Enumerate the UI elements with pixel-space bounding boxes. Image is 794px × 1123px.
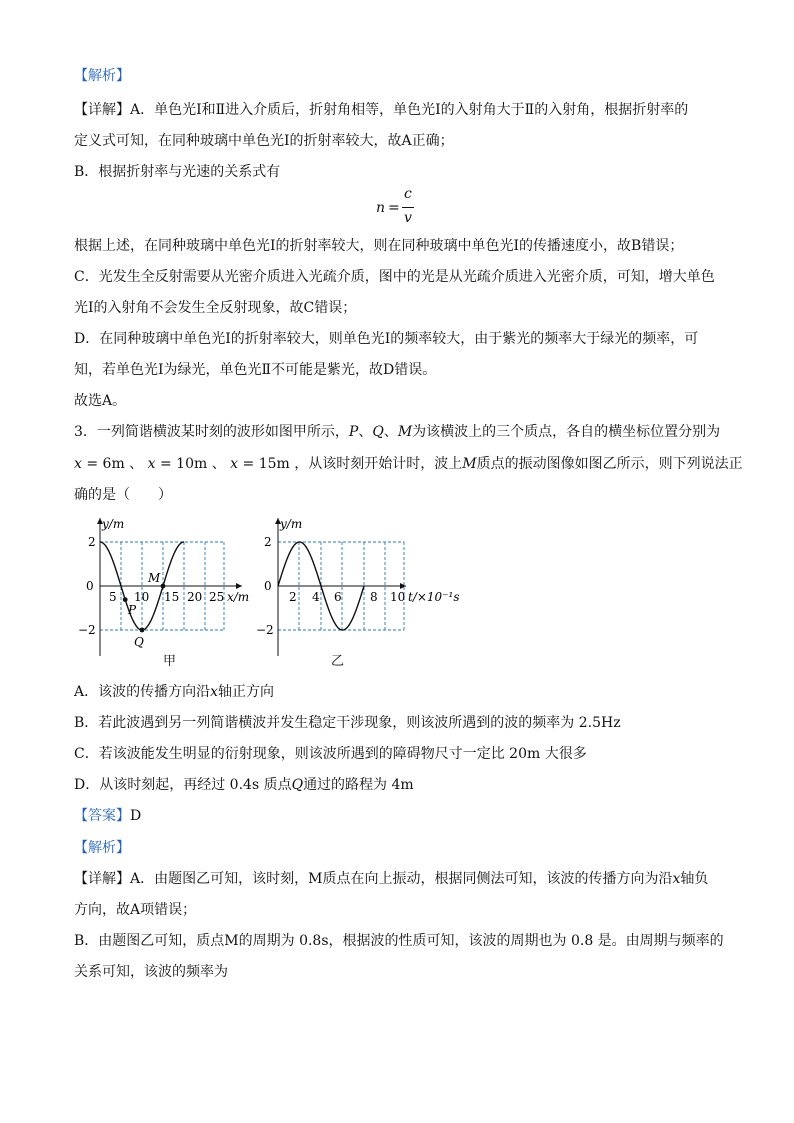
- jia-y-axis-label: y/m: [102, 517, 125, 531]
- refraction-formula: [376, 186, 436, 232]
- jia-ytick-0: 0: [86, 579, 94, 593]
- figure-yi-vibration: [254, 512, 460, 664]
- question-3-line-1: 3．一列简谐横波某时刻的波形如图甲所示，P、Q、M为该横波上的三个质点，各自的横坐标位置分别为: [74, 424, 721, 440]
- yi-xtick-4: 4: [312, 590, 320, 604]
- explain2-line-4: 关系可知，该波的频率为: [74, 964, 228, 980]
- question-3-line-2: x = 6m 、 x = 10m 、 x = 15m ，从该时刻开始计时，波上M质点的振动图像如图乙所示，则下列说法正: [74, 456, 743, 472]
- answer-line: [74, 806, 141, 826]
- fraction-bar: [402, 207, 414, 208]
- yi-ytick-0: 0: [264, 579, 272, 593]
- explain-b-intro: B．根据折射率与光速的关系式有: [74, 164, 281, 180]
- jia-xtick-15: 15: [164, 590, 180, 604]
- explain-c-line-1: C．光发生全反射需要从光密介质进入光疏介质，图中的光是从光疏介质进入光密介质，可知，增大单色: [74, 269, 715, 285]
- jia-ytick-neg2: −2: [78, 623, 96, 637]
- formula-equals: =: [388, 200, 400, 216]
- formula-lhs: n: [376, 200, 386, 216]
- jiexi-heading-2: 【解析】: [74, 840, 130, 856]
- explain-d-line-2: 知，若单色光Ⅰ为绿光，单色光Ⅱ不可能是紫光，故D错误。: [74, 362, 437, 378]
- explain-d-line-1: D．在同种玻璃中单色光Ⅰ的折射率较大，则单色光Ⅰ的频率较大，由于紫光的频率大于绿光的频率，可: [74, 331, 699, 347]
- explain-a-line-1: 【详解】A．单色光Ⅰ和Ⅱ进入介质后，折射角相等，单色光Ⅰ的入射角大于Ⅱ的入射角，根据折射率的: [74, 102, 689, 118]
- explain-b-conclusion: 根据上述，在同种玻璃中单色光Ⅰ的折射率较大，则在同种玻璃中单色光Ⅰ的传播速度小，故B错误；: [74, 238, 684, 254]
- yi-ytick-2: 2: [264, 535, 272, 549]
- yi-xtick-10: 10: [390, 590, 406, 604]
- option-a: A．该波的传播方向沿x轴正方向: [74, 684, 275, 700]
- figure-yi-caption: 乙: [331, 654, 345, 669]
- question-3-line-3: 确的是（ ）: [74, 487, 172, 503]
- explain-a-line-2: 定义式可知，在同种玻璃中单色光Ⅰ的折射率较大，故A正确；: [74, 133, 454, 149]
- jia-xtick-5: 5: [109, 590, 117, 604]
- figure-jia-waveform: [78, 512, 256, 664]
- yi-x-axis-label: t/×10⁻¹s: [408, 590, 460, 604]
- yi-xtick-6: 6: [334, 590, 342, 604]
- explain2-line-2: 方向，故A项错误；: [74, 902, 197, 918]
- explain2-line-3: B．由题图乙可知，质点M的周期为 0.8s，根据波的性质可知，该波的周期也为 0.8 是。由周期与频率的: [74, 933, 724, 949]
- jia-xtick-10: 10: [134, 590, 150, 604]
- yi-y-axis-label: y/m: [280, 517, 303, 531]
- option-c: C．若该波能发生明显的衍射现象，则该波所遇到的障碍物尺寸一定比 20m 大很多: [74, 746, 587, 762]
- yi-ytick-neg2: −2: [256, 623, 274, 637]
- jia-x-axis-label: x/m: [227, 590, 250, 604]
- figure-jia-caption: 甲: [163, 654, 177, 669]
- option-b: B．若此波遇到另一列简谐横波并发生稳定干涉现象，则该波所遇到的波的频率为 2.5Hz: [74, 715, 621, 731]
- explain-c-line-2: 光Ⅰ的入射角不会发生全反射现象，故C错误；: [74, 300, 357, 316]
- jia-ytick-2: 2: [88, 535, 96, 549]
- jia-point-P-label: P: [128, 603, 137, 617]
- answer-choice-line: 故选A。: [74, 393, 127, 409]
- answer-value: D: [130, 808, 142, 824]
- jia-xtick-20: 20: [187, 590, 203, 604]
- jia-point-P-marker: [123, 597, 128, 602]
- jia-point-Q-label: Q: [134, 635, 144, 649]
- jia-point-Q-marker: [140, 628, 145, 633]
- jia-point-M-marker: [161, 584, 166, 589]
- jia-xtick-25: 25: [209, 590, 225, 604]
- yi-xtick-2: 2: [289, 590, 297, 604]
- jiexi-heading-1: 【解析】: [74, 68, 130, 84]
- formula-numerator: c: [404, 186, 412, 202]
- yi-xtick-8: 8: [370, 590, 378, 604]
- option-d: D．从该时刻起，再经过 0.4s 质点Q通过的路程为 4m: [74, 777, 414, 793]
- answer-tag: 【答案】: [74, 808, 130, 824]
- explain2-line-1: 【详解】A．由题图乙可知，该时刻，M质点在向上振动，根据同侧法可知，该波的传播方向为沿x轴负: [74, 871, 709, 887]
- formula-denominator: v: [404, 210, 412, 226]
- jia-point-M-label: M: [148, 571, 161, 585]
